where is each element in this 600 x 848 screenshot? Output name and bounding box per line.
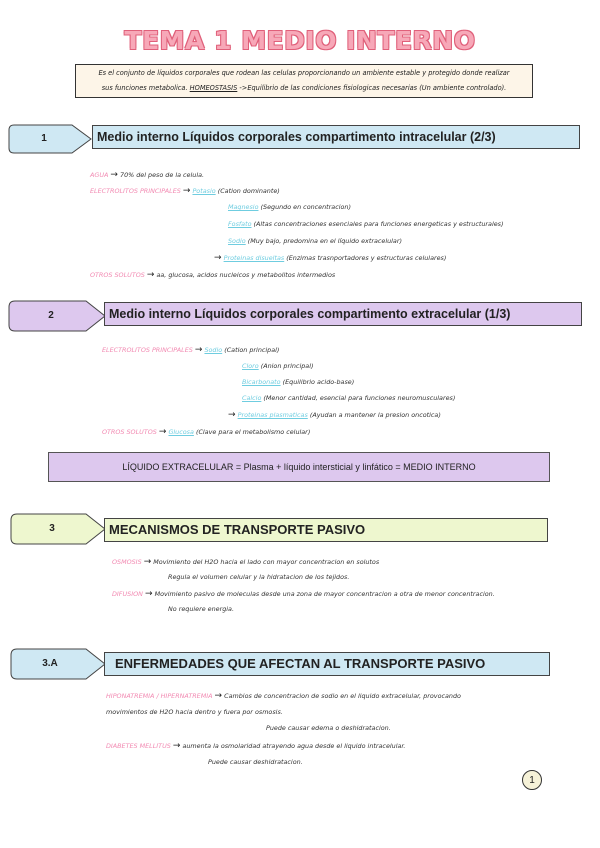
agua-line xyxy=(90,170,204,180)
magnesio-term: Magnesio xyxy=(228,203,259,211)
arrow-icon: → xyxy=(194,345,203,355)
arrow-icon: → xyxy=(172,741,181,751)
arrow-icon: → xyxy=(144,589,153,599)
bicarbonato-desc: (Equilibrio acido-base) xyxy=(282,378,355,386)
section-3a-heading: ENFERMEDADES QUE AFECTAN AL TRANSPORTE PASIVO xyxy=(104,652,550,676)
agua-label: AGUA xyxy=(90,171,109,179)
hiponatremia-line-2: movimientos de H2O hacia dentro y fuera por osmosis. xyxy=(106,708,283,716)
definition-line-2 xyxy=(79,81,529,96)
sodio-desc: (Cation principal) xyxy=(224,346,280,354)
sodio-intra-line xyxy=(228,237,402,245)
electrolitos-label: ELECTROLITOS PRINCIPALES xyxy=(90,187,181,195)
hiponatremia-label: HIPONATREMIA / HIPERNATREMIA xyxy=(106,692,213,700)
fosfato-term: Fosfato xyxy=(228,220,252,228)
arrow-icon: → xyxy=(158,427,167,437)
section-1-tab xyxy=(8,124,92,154)
section-3-tab xyxy=(10,513,106,543)
sodio-term: Sodio xyxy=(204,346,223,354)
proteinas-desc: (Enzimas trasnportadores y estructuras celulares) xyxy=(286,254,447,262)
arrow-icon: → xyxy=(214,253,222,263)
section-2-tab xyxy=(8,300,106,330)
calcio-term: Calcio xyxy=(242,394,262,402)
homeostasis-definition: ->Equilibrio de las condiciones fisiologicas necesarias (Un ambiente controlado). xyxy=(239,84,507,92)
otros-solutos-text: aa, glucosa, acidos nucleicos y metabolitos intermedios xyxy=(156,271,336,279)
proteinas-plasmaticas-term: Proteinas plasmaticas xyxy=(237,411,308,419)
diabetes-text: aumenta la osmolaridad atrayendo agua desde el liquido intracelular. xyxy=(182,742,406,750)
definition-text: sus funciones metabolica. xyxy=(101,84,188,92)
glucosa-desc: (Clave para el metabolismo celular) xyxy=(195,428,311,436)
fosfato-desc: (Altas concentraciones esenciales para funciones energeticas y estructurales) xyxy=(253,220,504,228)
osmosis-line xyxy=(112,557,379,567)
definition-box xyxy=(75,64,533,98)
difusion-text: Movimiento pasivo de moleculas desde una zona de mayor concentracion a otra de menor concentracion. xyxy=(154,590,495,598)
arrow-icon: → xyxy=(182,186,191,196)
arrow-icon: → xyxy=(228,410,236,420)
magnesio-line xyxy=(228,203,351,211)
potasio-desc: (Cation dominante) xyxy=(217,187,280,195)
osmosis-text: Movimiento del H2O hacia el lado con mayor concentracion en solutos xyxy=(153,558,380,566)
diabetes-line xyxy=(106,741,405,751)
proteinas-extra-line xyxy=(228,410,441,420)
cloro-line xyxy=(242,362,313,370)
section-3a-number: 3.A xyxy=(42,658,58,669)
arrow-icon: → xyxy=(214,691,223,701)
section-2-heading: Medio interno Líquidos corporales compartimento extracelular (1/3) xyxy=(104,302,582,326)
diabetes-label: DIABETES MELLITUS xyxy=(106,742,171,750)
section-3-heading: MECANISMOS DE TRANSPORTE PASIVO xyxy=(104,518,548,542)
otros-solutos-label: OTROS SOLUTOS xyxy=(90,271,145,279)
magnesio-desc: (Segundo en concentracion) xyxy=(260,203,351,211)
bicarbonato-term: Bicarbonato xyxy=(242,378,281,386)
agua-text: 70% del peso de la celula. xyxy=(120,171,205,179)
difusion-line-2: No requiere energia. xyxy=(168,605,235,613)
fosfato-line xyxy=(228,220,504,228)
osmosis-line-2: Regula el volumen celular y la hidratacion de los tejidos. xyxy=(168,573,350,581)
arrow-icon: → xyxy=(143,557,152,567)
page-title: TEMA 1 MEDIO INTERNO xyxy=(124,26,476,55)
hiponatremia-text: Cambios de concentracion de sodio en el liquido extracelular, provocando xyxy=(224,692,461,700)
extra-otros-line xyxy=(102,427,310,437)
osmosis-label: OSMOSIS xyxy=(112,558,142,566)
electrolitos-label: ELECTROLITOS PRINCIPALES xyxy=(102,346,193,354)
otros-solutos-label: OTROS SOLUTOS xyxy=(102,428,157,436)
cloro-term: Cloro xyxy=(242,362,259,370)
potasio-term: Potasio xyxy=(192,187,216,195)
calcio-desc: (Menor cantidad, esencial para funciones neuromusculares) xyxy=(263,394,456,402)
glucosa-term: Glucosa xyxy=(168,428,194,436)
sodio-desc: (Muy bajo, predomina en el líquido extracelular) xyxy=(247,237,402,245)
bicarbonato-line xyxy=(242,378,354,386)
calcio-line xyxy=(242,394,455,402)
proteinas-intra-line xyxy=(214,253,446,263)
definition-line-1: Es el conjunto de líquidos corporales que rodean las celulas proporcionando un ambiente estable y protegido donde realizar xyxy=(98,69,510,77)
difusion-label: DIFUSION xyxy=(112,590,143,598)
cloro-desc: (Anion principal) xyxy=(260,362,314,370)
intra-otros-line xyxy=(90,270,335,280)
diabetes-line-2: Puede causar deshidratacion. xyxy=(208,758,303,766)
arrow-icon: → xyxy=(110,170,118,180)
homeostasis-term: HOMEOSTASIS xyxy=(189,84,238,92)
section-1-number: 1 xyxy=(41,133,47,144)
section-2-number: 2 xyxy=(48,310,54,321)
extra-electrolitos-line xyxy=(102,345,279,355)
arrow-icon: → xyxy=(146,270,155,280)
section-3-number: 3 xyxy=(49,523,55,534)
sodio-term: Sodio xyxy=(228,237,246,245)
hiponatremia-line-3: Puede causar edema o deshidratacion. xyxy=(266,724,391,732)
difusion-line xyxy=(112,589,495,599)
proteinas-term: Proteinas disueltas xyxy=(223,254,285,262)
intra-electrolitos-line xyxy=(90,186,280,196)
page-number: 1 xyxy=(522,770,542,790)
liquido-extracelular-box: LÍQUIDO EXTRACELULAR = Plasma + líquido intersticial y linfático = MEDIO INTERNO xyxy=(48,452,550,482)
section-1-heading: Medio interno Líquidos corporales compartimento intracelular (2/3) xyxy=(92,125,580,149)
hiponatremia-line xyxy=(106,691,461,701)
proteinas-plasmaticas-desc: (Ayudan a mantener la presion oncotica) xyxy=(309,411,441,419)
section-3a-tab xyxy=(10,648,106,678)
